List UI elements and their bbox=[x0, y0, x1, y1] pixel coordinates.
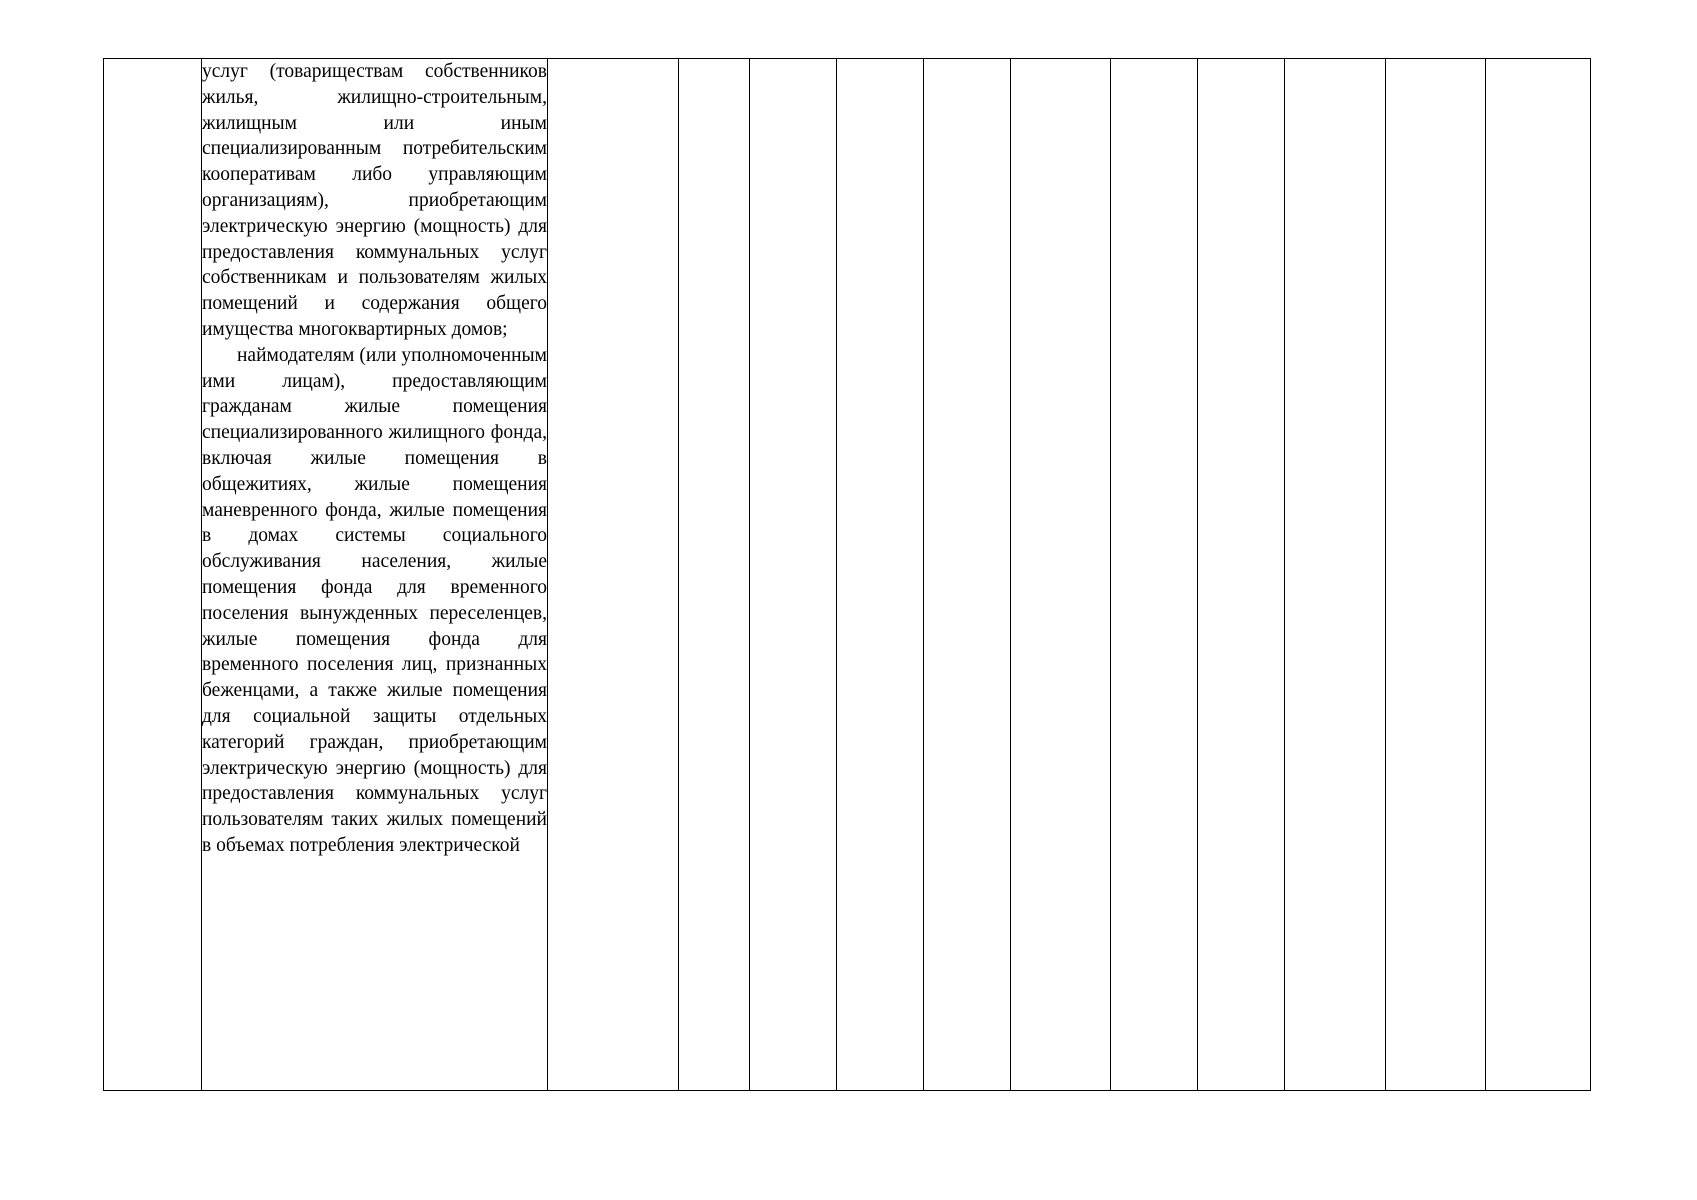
table-cell-number bbox=[104, 59, 202, 1091]
table-cell-empty bbox=[1111, 59, 1198, 1091]
description-paragraph-2: наймодателям (или уполномоченным ими лицам), предоставляющим гражданам жилые помещения специализированного жилищного фонда, включая жилые помещения в общежитиях, жилые помещения маневренного фонда, жилые помещения в домах системы социального обслуживания населения, жилые помещения фонда для временного поселения вынужденных переселенцев, жилые помещения фонда для временного поселения лиц, признанных беженцами, а также жилые помещения для социальной защиты отдельных категорий граждан, приобретающим электрическую энергию (мощность) для предоставления коммунальных услуг пользователям таких жилых помещений в объемах потребления электрической bbox=[202, 344, 547, 856]
tariff-table bbox=[103, 58, 1591, 1091]
description-paragraph-1: услуг (товариществам собственников жилья, жилищно-строительным, жилищным или иным специализированным потребительским кооперативам либо управляющим организациям), приобретающим электрическую энергию (мощность) для предоставления коммунальных услуг собственникам и пользователям жилых помещений и содержания общего имущества многоквартирных домов; bbox=[202, 61, 547, 340]
table-cell-empty bbox=[1198, 59, 1285, 1091]
table-cell-empty bbox=[1386, 59, 1486, 1091]
table-row bbox=[104, 59, 1591, 1091]
table-cell-empty bbox=[750, 59, 837, 1091]
table-cell-description bbox=[202, 59, 548, 1091]
table-cell-empty bbox=[1486, 59, 1591, 1091]
table-cell-empty bbox=[1011, 59, 1111, 1091]
table-cell-empty bbox=[837, 59, 924, 1091]
table-cell-empty bbox=[679, 59, 750, 1091]
table-cell-empty bbox=[548, 59, 679, 1091]
table-cell-empty bbox=[1285, 59, 1386, 1091]
table-cell-empty bbox=[924, 59, 1011, 1091]
